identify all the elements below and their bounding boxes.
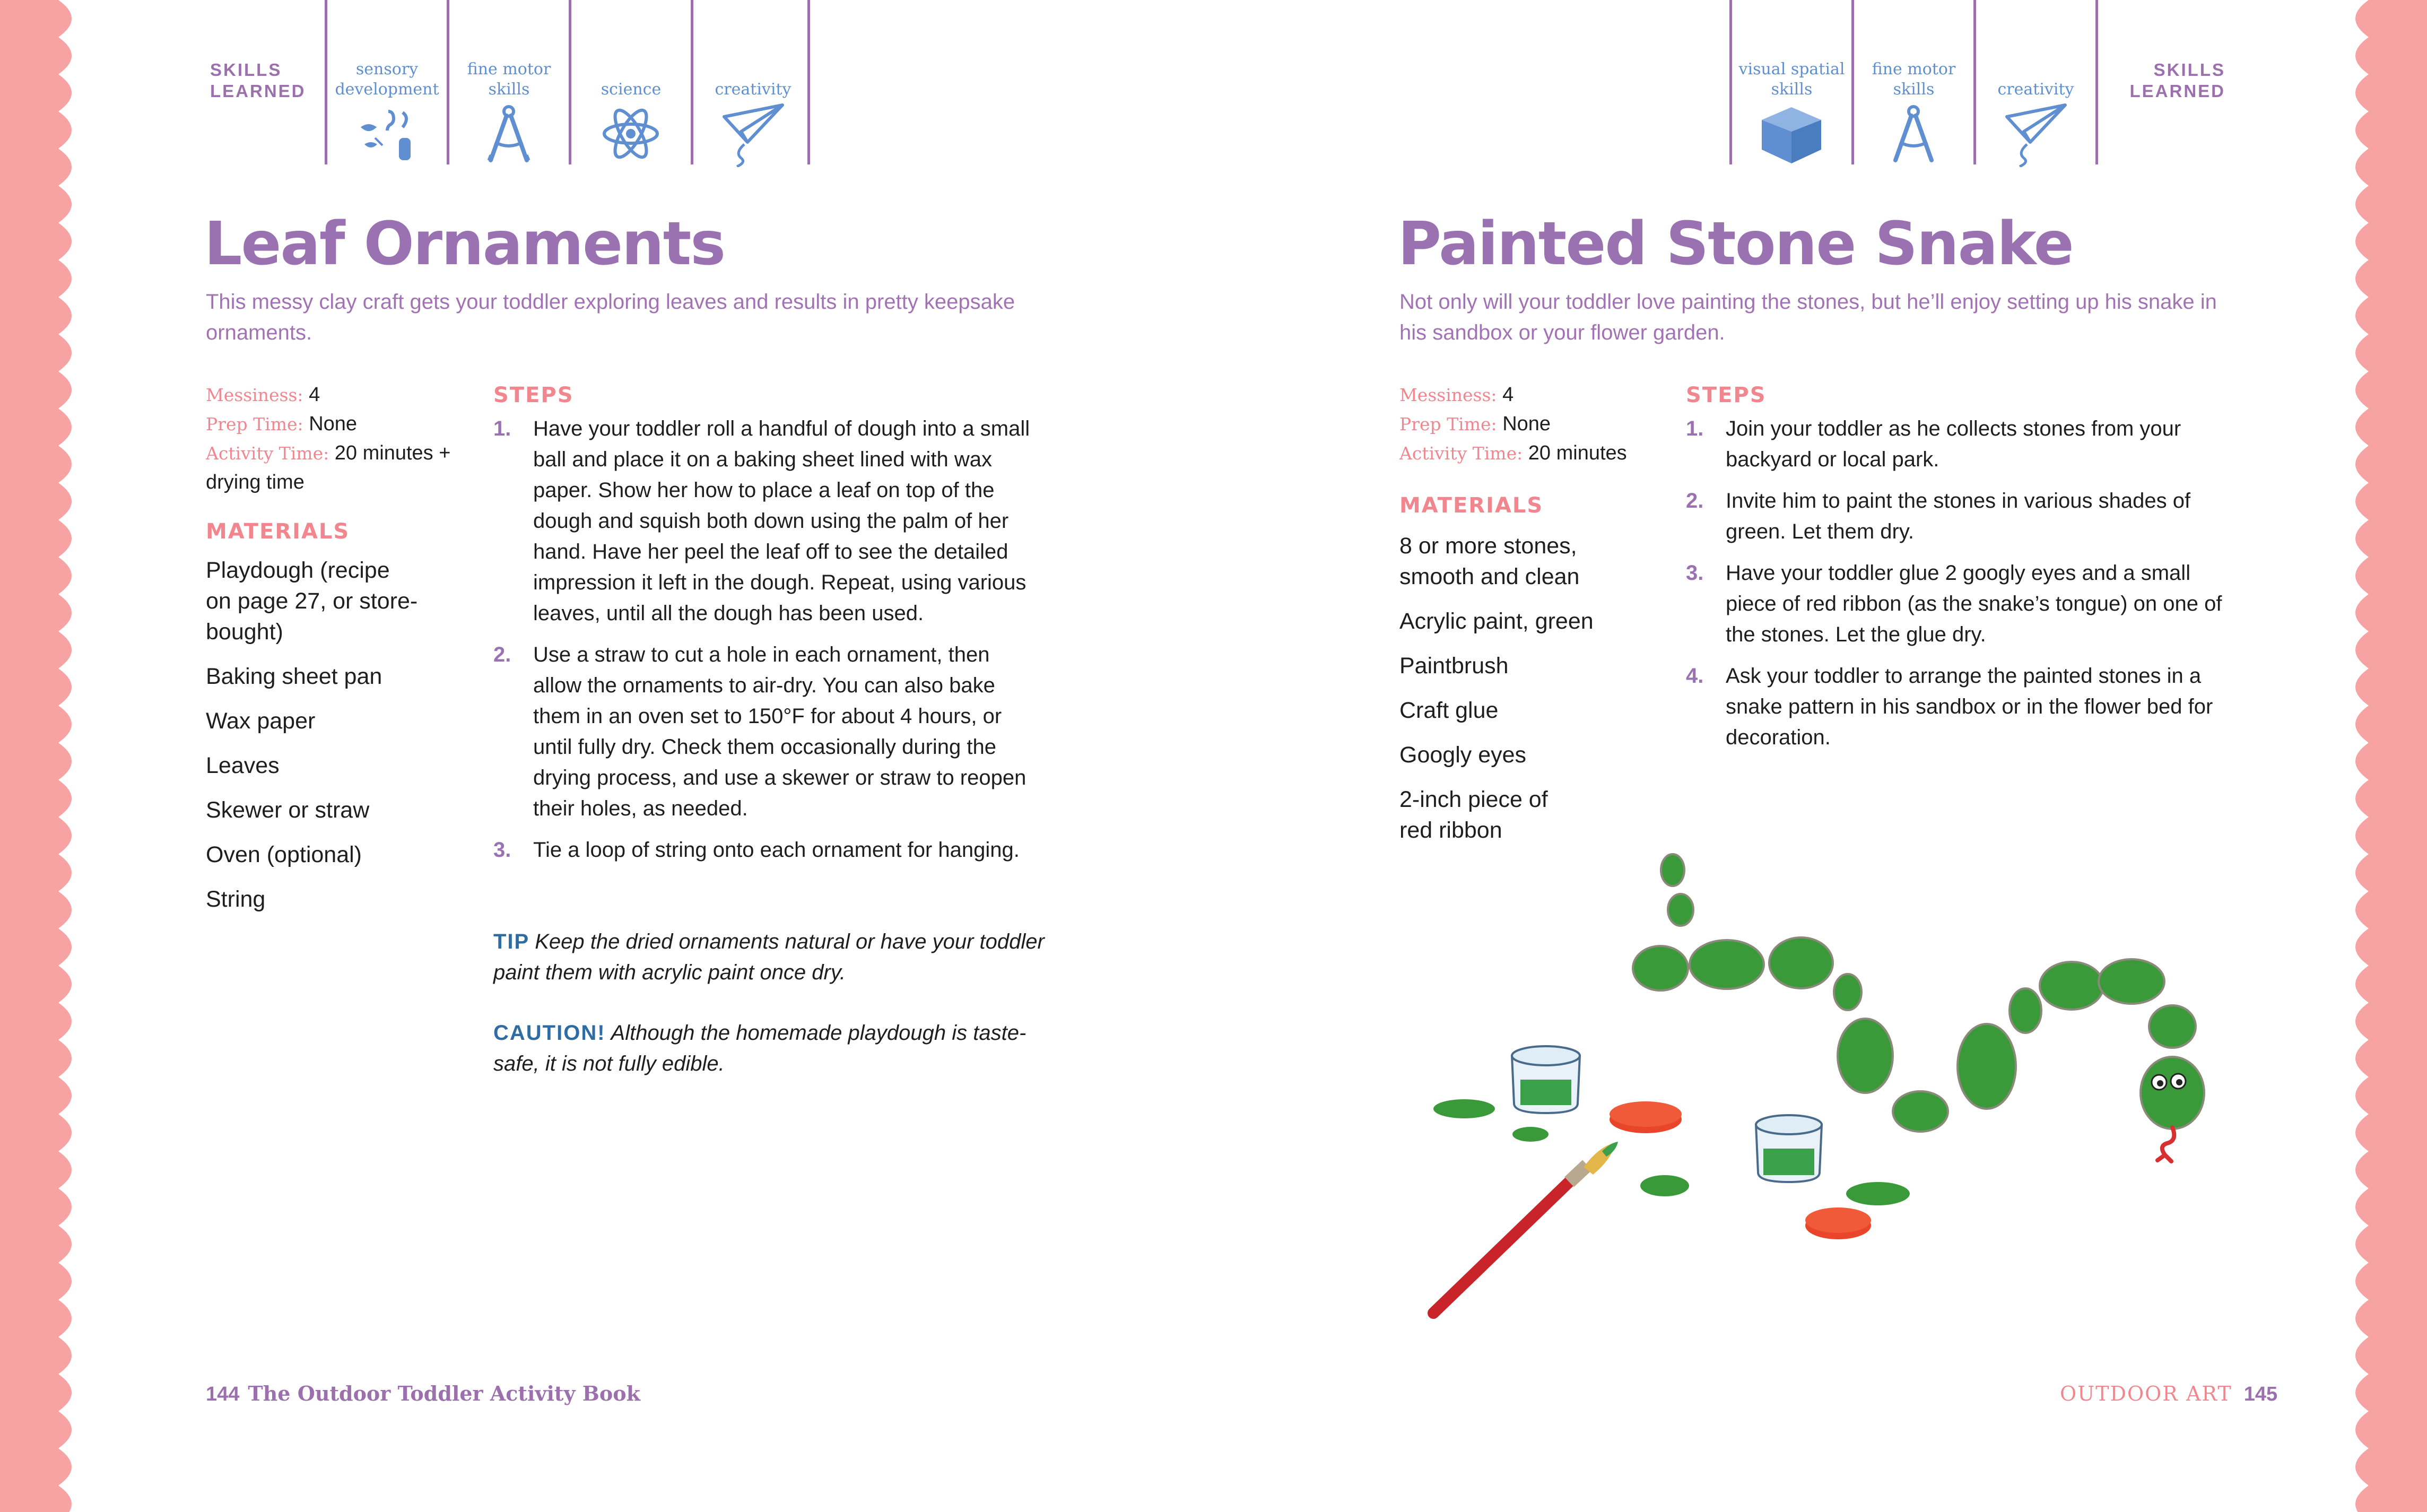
skill-visual-spatial: [1732, 0, 1851, 164]
materials-list: [206, 555, 455, 928]
paper-plane-icon: [720, 101, 786, 167]
stat-activity-time: Activity Time: 20 minutes + drying time: [206, 442, 451, 493]
step-item: 2. Invite him to paint the stones in various shades of green. Let them dry.: [1686, 489, 2191, 543]
skill-creativity: [1976, 0, 2095, 164]
materials-heading: MATERIALS: [1399, 493, 1544, 518]
list-item: String: [206, 887, 266, 912]
right-skills-bar: [1729, 0, 2225, 164]
list-item: Acrylic paint, green: [1399, 609, 1594, 634]
skill-label: sensory development: [335, 60, 439, 99]
step-item: 1. Have your toddler roll a handful of dough into a small ball and place it on a baking sheet lined with wax paper. Show her how to place a leaf on top of the dough and squish both down using the palm of her hand. Have her peel the leaf off to see the detailed impression it left in the dough. Repeat, using various leaves, until all the dough has been used.: [493, 417, 1030, 625]
snake-stones: [1633, 854, 2196, 1132]
bottle-caps: [1610, 1101, 1871, 1239]
list-item: Googly eyes: [1399, 742, 1527, 768]
skills-learned-label: SKILLS LEARNED: [210, 60, 306, 101]
stat-prep-time: Prep Time: None: [206, 413, 358, 435]
skill-label: creativity: [1997, 80, 2074, 99]
compass-icon: [1881, 101, 1947, 167]
steps-heading: STEPS: [493, 383, 574, 407]
list-item: Playdough (recipe on page 27, or store-bought): [206, 558, 418, 645]
page-number: 144: [206, 1383, 240, 1405]
skill-fine-motor: [449, 0, 569, 164]
activity-intro: This messy clay craft gets your toddler exploring leaves and results in pretty keepsake ornaments.: [206, 290, 1015, 344]
divider: [2095, 0, 2098, 164]
cube-icon: [1759, 101, 1825, 167]
list-item: Craft glue: [1399, 698, 1499, 723]
skill-label: fine motor skills: [467, 60, 551, 99]
skill-fine-motor: [1854, 0, 1973, 164]
skill-label: creativity: [715, 80, 791, 99]
stat-prep-time: Prep Time: None: [1399, 413, 1551, 435]
page-number: 145: [2243, 1383, 2278, 1405]
skill-science: [571, 0, 691, 164]
steps-section: [493, 380, 1034, 876]
paintbrush: [1433, 1142, 1618, 1313]
step-item: 1. Join your toddler as he collects stones from your backyard or local park.: [1686, 417, 2181, 471]
materials-heading: MATERIALS: [206, 519, 350, 544]
list-item: Oven (optional): [206, 842, 362, 867]
steps-heading: STEPS: [1686, 383, 1767, 407]
left-skills-bar: [202, 0, 812, 164]
step-item: 2. Use a straw to cut a hole in each ornament, then allow the ornaments to air-dry. You can also bake them in an oven set to 150°F for about 4 hours, or until fully dry. Check them occasionally during the drying process, and use a skewer or straw to reopen their holes, as needed.: [493, 643, 1027, 820]
activity-intro: Not only will your toddler love painting the stones, but he’ll enjoy setting up his snake in his sandbox or your flower garden.: [1399, 290, 2217, 344]
paint-jar: [1512, 1046, 1580, 1113]
stone-snake-illustration: [1400, 833, 2302, 1332]
stat-activity-time: Activity Time: 20 minutes: [1399, 442, 1627, 464]
list-item: Leaves: [206, 753, 280, 778]
step-item: 4. Ask your toddler to arrange the painted stones in a snake pattern in his sandbox or in the flower bed for decoration.: [1686, 664, 2213, 749]
page-title-leaf-ornaments: Leaf Ornaments: [204, 210, 725, 279]
paper-plane-icon: [2003, 101, 2069, 167]
paint-jar: [1756, 1115, 1822, 1182]
skill-label: science: [601, 80, 662, 99]
list-item: Paintbrush: [1399, 653, 1509, 679]
sensory-icon: [354, 101, 420, 167]
skill-label: fine motor skills: [1872, 60, 1956, 99]
divider: [807, 0, 810, 164]
page-title-painted-stone-snake: Painted Stone Snake: [1398, 210, 2073, 279]
list-item: 2-inch piece of red ribbon: [1399, 787, 1548, 843]
skill-sensory-development: [327, 0, 447, 164]
atom-icon: [598, 101, 664, 167]
steps-section: [1686, 380, 2227, 763]
snake-head: [2141, 1057, 2204, 1161]
section-name: OUTDOOR ART: [2060, 1382, 2232, 1405]
skill-label: visual spatial skills: [1738, 60, 1845, 99]
left-wavy-border: [0, 0, 93, 1512]
list-item: 8 or more stones, smooth and clean: [1399, 533, 1580, 589]
step-item: 3. Tie a loop of string onto each ornament for hanging.: [493, 838, 1020, 862]
book-title: The Outdoor Toddler Activity Book: [248, 1381, 640, 1405]
footer-left: [206, 1380, 640, 1407]
skills-learned-label: SKILLS LEARNED: [2129, 60, 2225, 101]
materials-list: [1399, 531, 1622, 859]
tip-note: TIP Keep the dried ornaments natural or have your toddler paint them with acrylic paint once dry.: [493, 930, 1045, 984]
stat-messiness: Messiness: 4: [206, 384, 320, 406]
list-item: Wax paper: [206, 708, 316, 734]
activity-stats: [206, 380, 455, 497]
skill-creativity: [693, 0, 813, 164]
right-wavy-border: [2334, 0, 2427, 1512]
list-item: Baking sheet pan: [206, 664, 382, 689]
compass-icon: [476, 101, 542, 167]
list-item: Skewer or straw: [206, 797, 370, 823]
step-item: 3. Have your toddler glue 2 googly eyes and a small piece of red ribbon (as the snake’s tongue) on one of the stones. Let the glue dry.: [1686, 561, 2222, 646]
footer-right: [2060, 1380, 2277, 1407]
caution-note: CAUTION! Although the homemade playdough is taste-safe, it is not fully edible.: [493, 1021, 1027, 1075]
activity-stats: [1399, 380, 1649, 468]
stat-messiness: Messiness: 4: [1399, 384, 1514, 406]
